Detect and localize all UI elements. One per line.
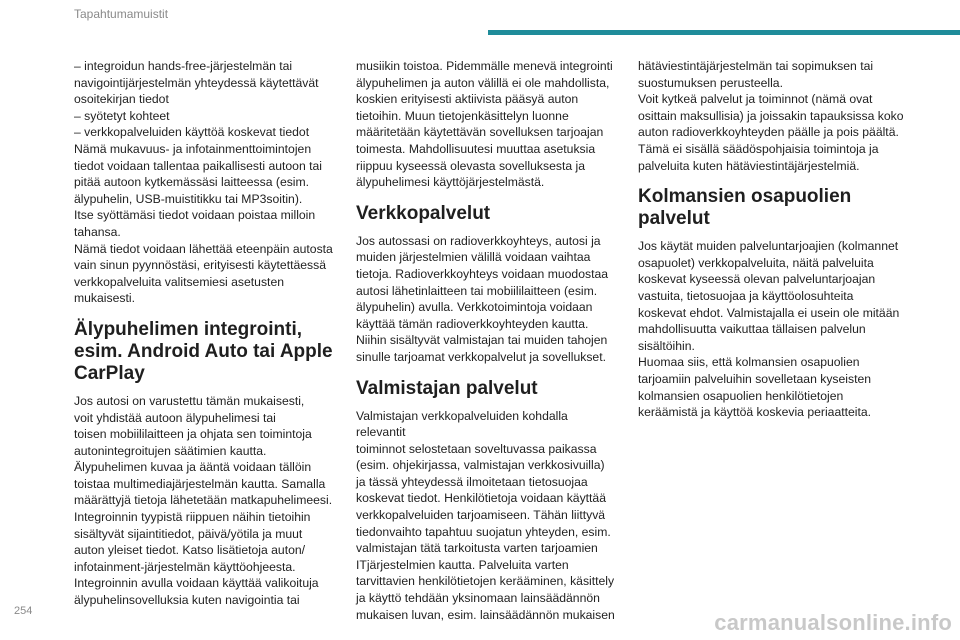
text-line: Integroinnin avulla voidaan käyttää valikoituja: [74, 576, 319, 591]
text-line: sisältyvät sijaintitiedot, päivä/yötila ja muut: [74, 526, 303, 541]
heading-third-party-services: Kolmansien osapuolien palvelut: [638, 186, 852, 230]
text-line: vain sinun pyynnöstäsi, erityisesti käytettäessä: [74, 258, 326, 273]
text-line: älypuhelinsovelluksia kuten navigointia tai: [74, 593, 300, 608]
text-line: toimesta. Mahdollisuutesi muuttaa asetuksia: [356, 141, 596, 156]
text-line: koskevat tiedot. Henkilötietoja voidaan käyttää: [356, 491, 606, 506]
text-line: Voit kytkeä palvelut ja toiminnot (nämä ovat: [638, 92, 873, 107]
text-line: auton yleiset tiedot. Katso lisätietoja auton/: [74, 543, 306, 558]
text-line: toistaa multimediajärjestelmän kautta. Samalla: [74, 476, 326, 491]
text-line: Itse syöttämäsi tiedot voidaan poistaa milloin: [74, 208, 316, 223]
text-column-1: [74, 58, 336, 609]
text-line: tarjoamiin palveluihin sovelletaan kyseisten: [638, 371, 872, 386]
heading-network-services: Verkkopalvelut: [356, 202, 491, 224]
text-line: mukaisesti.: [74, 291, 135, 306]
text-line: musiikin toistoa. Pidemmälle menevä integrointi: [356, 59, 613, 73]
text-line: sisältöihin.: [638, 338, 695, 353]
text-line: älypuhelin, USB-muistitikku tai MP3soitin).: [74, 191, 303, 206]
text-line: älypuhelimesi käyttöjärjestelmästä.: [356, 175, 545, 190]
paragraph-block: [356, 233, 618, 366]
text-line: tarvittavien henkilötietojen kerääminen, käsittely: [356, 574, 615, 589]
text-column-3: [638, 58, 910, 421]
site-watermark: carmanualsonline.info: [714, 610, 952, 635]
paragraph-block: [638, 238, 910, 421]
text-line: pitää autoon kytkemässäsi laitteessa (esim.: [74, 175, 310, 190]
text-line: mukaisen luvan, esim. lainsäädännön mukaisen: [356, 607, 615, 622]
text-line: Valmistajan verkkopalveluiden kohdalla relevantit: [356, 408, 568, 440]
text-line: älypuhelimen ja auton välillä ei ole mahdollista,: [356, 75, 610, 90]
text-line: Jos käytät muiden palveluntarjoajien (kolmannet: [638, 239, 899, 254]
text-line: hätäviestintäjärjestelmän tai sopimuksen tai: [638, 59, 874, 73]
text-line: Tämä ei sisällä säädöspohjaisia toimintoja ja: [638, 141, 879, 156]
text-line: – verkkopalveluiden käyttöä koskevat tiedot: [74, 125, 310, 140]
text-line: tietoihin. Muun tietojenkäsittelyn luonne: [356, 108, 569, 123]
text-line: keräämistä ja käyttöä koskevia periaatteita.: [638, 405, 872, 420]
text-line: älypuhelin) avulla. Verkkotoimintoja voidaan: [356, 300, 593, 315]
text-line: riippuu kyseessä olevasta sovelluksesta ja: [356, 158, 585, 173]
text-line: Nämä tiedot voidaan lähettää eteenpäin autosta: [74, 241, 333, 256]
text-line: ITjärjestelmien kautta. Palveluita varten: [356, 557, 569, 572]
paragraph-block: [74, 393, 336, 609]
text-line: muiden järjestelmien välillä voidaan vaihtaa: [356, 250, 591, 265]
text-line: osapuolet) verkkopalveluita, näitä palveluita: [638, 255, 874, 270]
text-line: tiedot voidaan tallentaa paikallisesti autoon tai: [74, 158, 322, 173]
text-line: Huomaa siis, että kolmansien osapuolien: [638, 355, 860, 370]
text-line: mahdollisuutta vaikuttaa tällaisen palvelun: [638, 322, 866, 337]
text-line: käyttää tämän radioverkkoyhteyden kautta.: [356, 316, 589, 331]
text-line: auton radioverkkoyhteyden päälle ja pois päältä.: [638, 125, 899, 140]
text-line: Nämä mukavuus- ja infotainmenttoimintojen: [74, 141, 312, 156]
text-line: koskevat ehdot. Valmistajalla ei usein ole mitään: [638, 305, 900, 320]
heading-smartphone-integration: Älypuhelimen integrointi, esim. Android Auto tai Apple CarPlay: [74, 318, 333, 384]
text-line: Niihin sisältyvät valmistajan tai muiden tahojen: [356, 333, 608, 348]
paragraph-block: [356, 408, 618, 624]
text-line: voit yhdistää autoon älypuhelimesi tai: [74, 410, 276, 425]
page-number: 254: [14, 605, 33, 617]
paragraph-block: [74, 58, 336, 307]
text-line: – integroidun hands-free-järjestelmän tai: [74, 59, 293, 73]
text-line: autonintegroitujen säätimien kautta.: [74, 443, 267, 458]
text-line: autosi lähetinlaitteen tai mobiililaitteen (esim.: [356, 283, 598, 298]
text-line: palveluita kuten hätäviestintäjärjestelmiä.: [638, 158, 860, 173]
text-line: määrättyjä tietoja lähetetään matkapuhelimeesi.: [74, 493, 333, 508]
text-column-2: [356, 58, 618, 623]
text-line: – syötetyt kohteet: [74, 108, 170, 123]
text-line: sinulle tarjoamat verkkopalvelut ja sovellukset.: [356, 349, 606, 364]
text-line: Älypuhelimen kuvaa ja ääntä voidaan tällöin: [74, 460, 312, 475]
heading-manufacturer-services: Valmistajan palvelut: [356, 377, 538, 399]
section-title: Tapahtumamuistit: [74, 7, 169, 21]
text-line: vastuita, tietosuojaa ja käyttöolosuhteita: [638, 288, 854, 303]
text-line: kolmansien osapuolien henkilötietojen: [638, 388, 844, 403]
paragraph-block: [356, 58, 618, 191]
text-line: ja tässä yhteydessä ilmoitetaan tietosuojaa: [356, 474, 588, 489]
text-line: tahansa.: [74, 224, 121, 239]
text-line: Jos autossasi on radioverkkoyhteys, autosi ja: [356, 233, 601, 248]
text-line: osoitekirjan tiedot: [74, 92, 169, 107]
text-line: määritetään käytettävän sovelluksen tarjoajan: [356, 125, 604, 140]
text-line: (esim. ohjekirjassa, valmistajan verkkosivuilla): [356, 458, 605, 473]
text-line: Jos autosi on varustettu tämän mukaisesti,: [74, 393, 305, 408]
text-line: tiedonvaihto tapahtuu suojatun yhteyden, esim.: [356, 524, 611, 539]
text-line: ja käyttö tehdään yksinomaan lainsäädännön: [356, 591, 600, 606]
paragraph-block: [638, 58, 910, 174]
text-line: tietoja. Radioverkkoyhteys voidaan muodostaa: [356, 266, 609, 281]
text-line: osittain maksullisia) ja joissakin tapauksissa koko: [638, 108, 904, 123]
text-line: valmistajan tätä tarkoitusta varten tarjoamien: [356, 541, 598, 556]
text-line: koskien erityisesti aktiivista pääsyä auton: [356, 92, 579, 107]
text-line: suostumuksen perusteella.: [638, 75, 783, 90]
text-line: verkkopalveluita valitsemiesi asetusten: [74, 274, 284, 289]
section-accent-bar: [488, 30, 960, 35]
text-line: infotainment-järjestelmän käyttöohjeesta.: [74, 559, 296, 574]
text-line: navigointijärjestelmän yhteydessä käytettävät: [74, 75, 319, 90]
text-line: toiminnot selostetaan soveltuvassa paikassa: [356, 441, 597, 456]
text-line: koskevat kyseessä olevan palveluntarjoajan: [638, 272, 876, 287]
text-line: toisen mobiililaitteen ja ohjata sen toimintoja: [74, 427, 312, 442]
text-line: verkkopalveluiden tarjoamiseen. Tähän liittyvä: [356, 508, 606, 523]
text-line: Integroinnin tyypistä riippuen näihin tietoihin: [74, 510, 311, 525]
